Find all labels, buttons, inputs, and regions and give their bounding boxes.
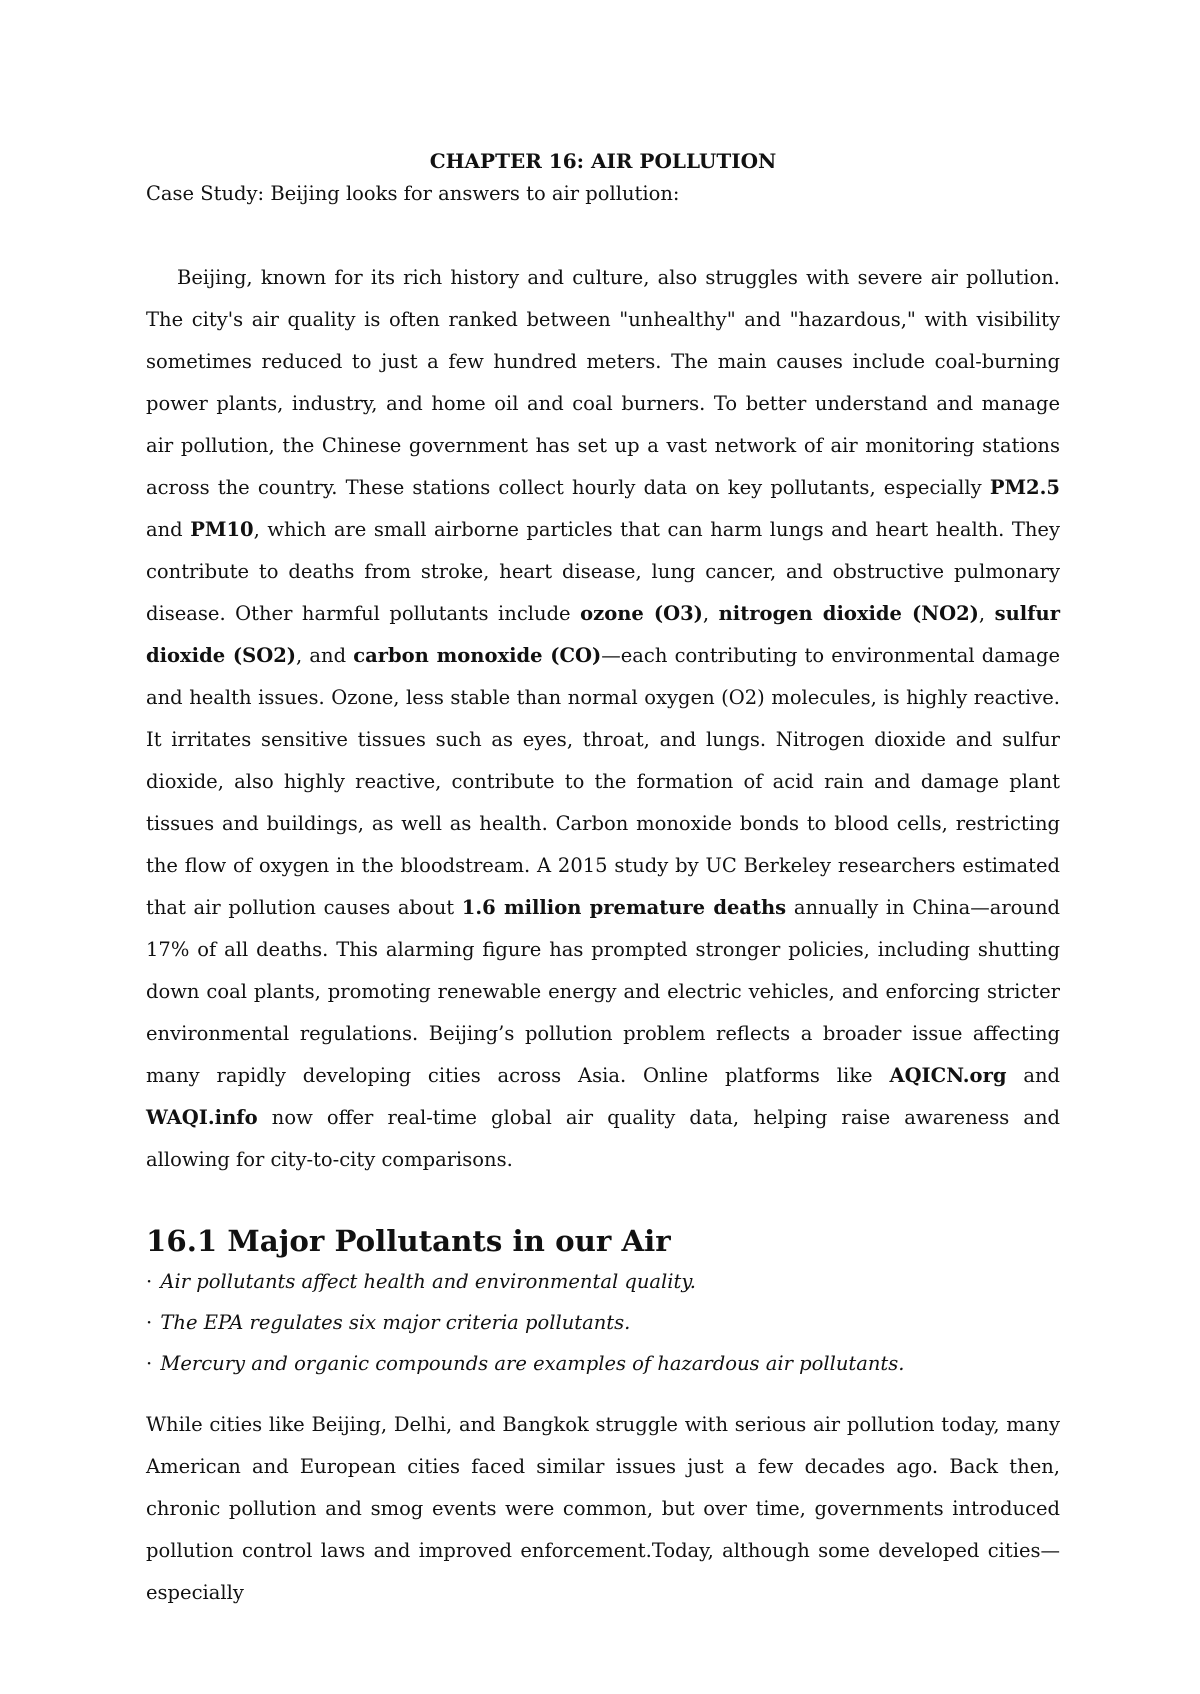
section-heading: 16.1 Major Pollutants in our Air	[146, 1224, 671, 1258]
intro-text: and	[146, 518, 191, 541]
bullet-mark: ·	[146, 1352, 153, 1375]
intro-text: annually in China—around 17% of all deaths. This alarming figure has prompted stronger policies, including shutting down coal plants, promoting renewable energy and electric vehicles, and enforcing stricter environmental regulations. Beijing’s pollution problem reflects a broader issue affecting many rapidly developing cities across Asia. Online platforms like	[146, 896, 1061, 1087]
intro-text: Beijing, known for its rich history and culture, also struggles with severe air pollution. The city's air quality is often ranked between "unhealthy" and "hazardous," with visibility sometimes reduced to just a few hundred meters. The main causes include coal-burning power plants, industry, and home oil and coal burners. To better understand and manage air pollution, the Chinese government has set up a vast network of air monitoring stations across the country. These stations collect hourly data on key pollutants, especially	[146, 266, 1060, 499]
term-pm25: PM2.5	[989, 476, 1060, 499]
term-nitrogen-dioxide: nitrogen dioxide (NO2)	[718, 602, 979, 625]
term-carbon-monoxide: carbon monoxide (CO)	[353, 644, 602, 667]
list-item	[146, 1261, 1060, 1302]
key-points-list	[146, 1261, 1060, 1384]
intro-text: ,	[702, 602, 719, 625]
intro-paragraph	[146, 257, 1060, 1181]
term-pm10: PM10	[190, 518, 254, 541]
intro-text: , which are small airborne particles that can harm lungs and heart health. They contribute to deaths from stroke, heart disease, lung cancer, and obstructive pulmonary disease. Other harmful pollutants include	[146, 518, 1060, 625]
term-sulfur-dioxide: sulfur dioxide (SO2)	[146, 602, 1060, 667]
intro-text: , and	[296, 644, 354, 667]
bullet-text: Mercury and organic compounds are examples of hazardous air pollutants.	[160, 1352, 905, 1375]
bullet-mark: ·	[146, 1311, 153, 1334]
term-ozone: ozone (O3)	[580, 602, 703, 625]
term-aqicn: AQICN.org	[889, 1064, 1007, 1087]
bullet-text: The EPA regulates six major criteria pollutants.	[160, 1311, 631, 1334]
term-premature-deaths: 1.6 million premature deaths	[461, 896, 787, 919]
chapter-title: CHAPTER 16: AIR POLLUTION	[429, 149, 777, 173]
body-paragraph: While cities like Beijing, Delhi, and Bangkok struggle with serious air pollution today, many American and European cities faced similar issues just a few decades ago. Back then, chronic pollution and smog events were common, but over time, governments introduced pollution control laws and improved enforcement.Today, although some developed cities—especially	[146, 1413, 1060, 1604]
intro-text: —each contributing to environmental damage and health issues. Ozone, less stable than normal oxygen (O2) molecules, is highly reactive. It irritates sensitive tissues such as eyes, throat, and lungs. Nitrogen dioxide and sulfur dioxide, also highly reactive, contribute to the formation of acid rain and damage plant tissues and buildings, as well as health. Carbon monoxide bonds to blood cells, restricting the flow of oxygen in the bloodstream. A 2015 study by UC Berkeley researchers estimated that air pollution causes about	[146, 644, 1061, 919]
case-study-subtitle: Case Study: Beijing looks for answers to air pollution:	[146, 182, 680, 205]
intro-text: and	[1006, 1064, 1060, 1087]
bullet-text: Air pollutants affect health and environmental quality.	[160, 1270, 696, 1293]
list-item	[146, 1343, 1060, 1384]
intro-text: ,	[978, 602, 995, 625]
intro-text: now offer real-time global air quality data, helping raise awareness and allowing for city-to-city comparisons.	[146, 1106, 1060, 1171]
document-content	[146, 145, 1060, 1614]
term-waqi: WAQI.info	[146, 1106, 258, 1129]
bullet-mark: ·	[146, 1270, 153, 1293]
list-item	[146, 1302, 1060, 1343]
